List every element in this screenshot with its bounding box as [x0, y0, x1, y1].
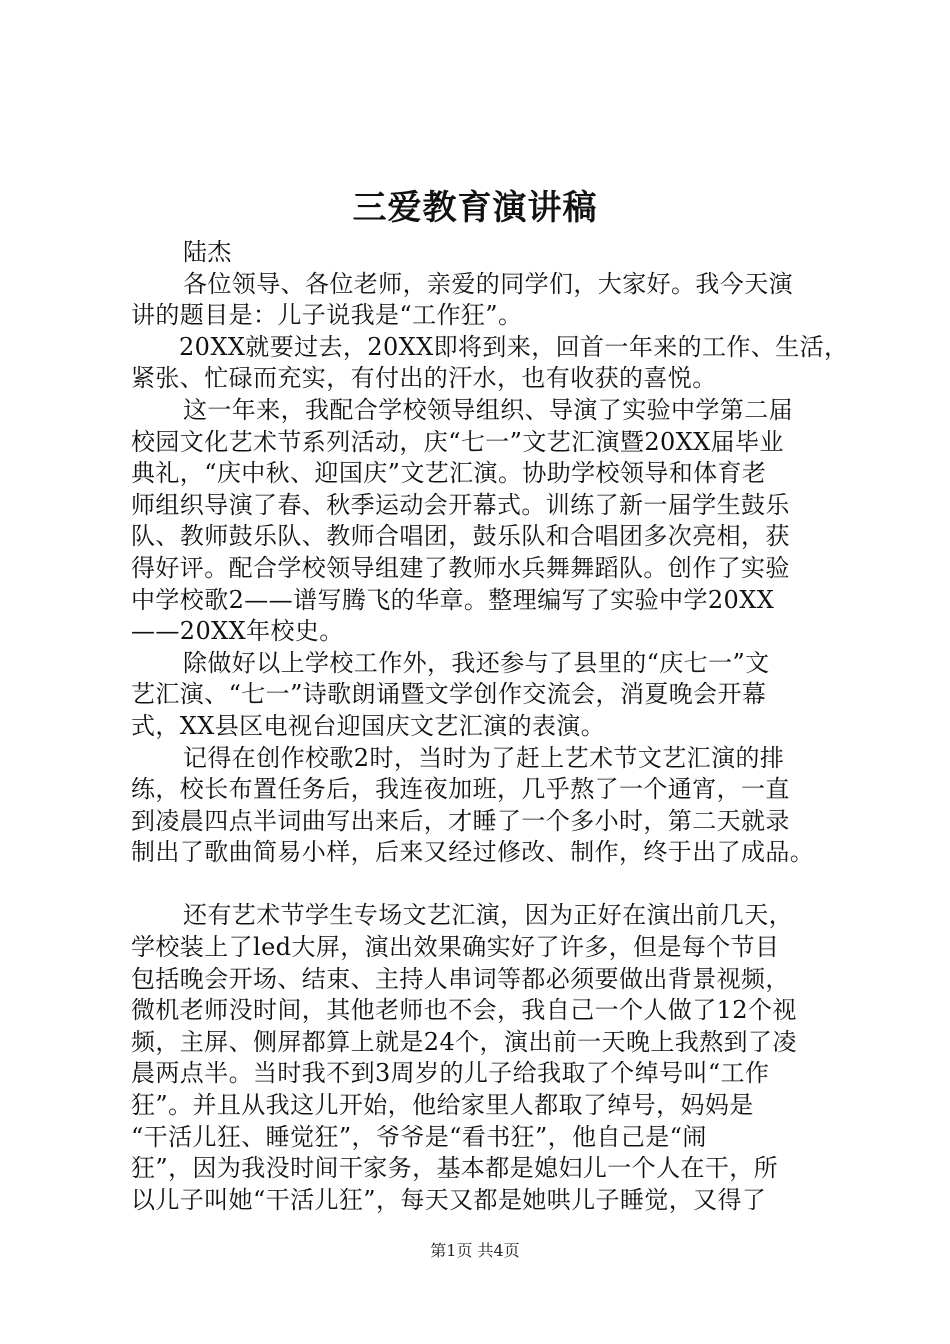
- text-line: 除做好以上学校工作外，我还参与了县里的“庆七一”文: [183, 648, 770, 677]
- text-line: 制出了歌曲简易小样，后来又经过修改、制作，终于出了成品。: [131, 838, 815, 867]
- text-line: 练，校长布置任务后，我连夜加班，几乎熬了一个通宵，一直: [131, 775, 790, 804]
- text-line: 到凌晨四点半词曲写出来后，才睡了一个多小时，第二天就录: [131, 806, 790, 835]
- paragraph-spacer: [131, 869, 841, 901]
- text-line: 微机老师没时间，其他老师也不会，我自己一个人做了12个视: [131, 996, 797, 1025]
- text-line: “干活儿狂、睡觉狂”，爷爷是“看书狂”，他自己是“闹: [131, 1122, 707, 1151]
- text-line: 紧张、忙碌而充实，有付出的汗水，也有收获的喜悦。: [131, 364, 717, 393]
- text-line: 记得在创作校歌2时，当时为了赶上艺术节文艺汇演的排: [183, 743, 785, 772]
- text-line: 中学校歌2——谱写腾飞的华章。整理编写了实验中学20XX: [131, 585, 775, 614]
- text-line: 狂”。并且从我这儿开始，他给家里人都取了绰号，妈妈是: [131, 1091, 754, 1120]
- text-line: 校园文化艺术节系列活动，庆“七一”文艺汇演暨20XX届毕业: [131, 427, 784, 456]
- text-line: 频，主屏、侧屏都算上就是24个，演出前一天晚上我熬到了凌: [131, 1027, 797, 1056]
- text-line: 式，XX县区电视台迎国庆文艺汇演的表演。: [131, 711, 606, 740]
- text-line: 晨两点半。当时我不到3周岁的儿子给我取了个绰号叫“工作: [131, 1059, 770, 1088]
- text-line: 学校装上了led大屏，演出效果确实好了许多，但是每个节目: [131, 933, 780, 962]
- page-footer: 第1页 共4页: [430, 1241, 520, 1260]
- author-line: 陆杰: [183, 238, 232, 266]
- document-body: [131, 237, 849, 1216]
- text-line: 狂”，因为我没时间干家务，基本都是媳妇儿一个人在干，所: [131, 1154, 779, 1183]
- text-line: 讲的题目是：儿子说我是“工作狂”。: [131, 301, 523, 330]
- text-line: 得好评。配合学校领导组建了教师水兵舞舞蹈队。创作了实验: [131, 553, 790, 582]
- text-line: 典礼，“庆中秋、迎国庆”文艺汇演。协助学校领导和体育老: [131, 459, 767, 488]
- text-line: 艺汇演、“七一”诗歌朗诵暨文学创作交流会，消夏晚会开幕: [131, 680, 767, 709]
- text-line: ——20XX年校史。: [131, 617, 344, 646]
- text-line: 20XX就要过去，20XX即将到来，回首一年来的工作、生活，: [179, 332, 849, 361]
- text-line: 包括晚会开场、结束、主持人串词等都必须要做出背景视频，: [131, 964, 790, 993]
- text-line: 还有艺术节学生专场文艺汇演，因为正好在演出前几天，: [183, 901, 793, 930]
- document-title: 三爱教育演讲稿: [352, 188, 598, 228]
- text-line: 各位领导、各位老师，亲爱的同学们，大家好。我今天演: [183, 269, 793, 298]
- text-line: 这一年来，我配合学校领导组织、导演了实验中学第二届: [183, 395, 793, 424]
- text-line: 队、教师鼓乐队、教师合唱团，鼓乐队和合唱团多次亮相，获: [131, 522, 790, 551]
- text-line: 以儿子叫她“干活儿狂”，每天又都是她哄儿子睡觉，又得了: [131, 1185, 767, 1214]
- text-line: 师组织导演了春、秋季运动会开幕式。训练了新一届学生鼓乐: [131, 490, 790, 519]
